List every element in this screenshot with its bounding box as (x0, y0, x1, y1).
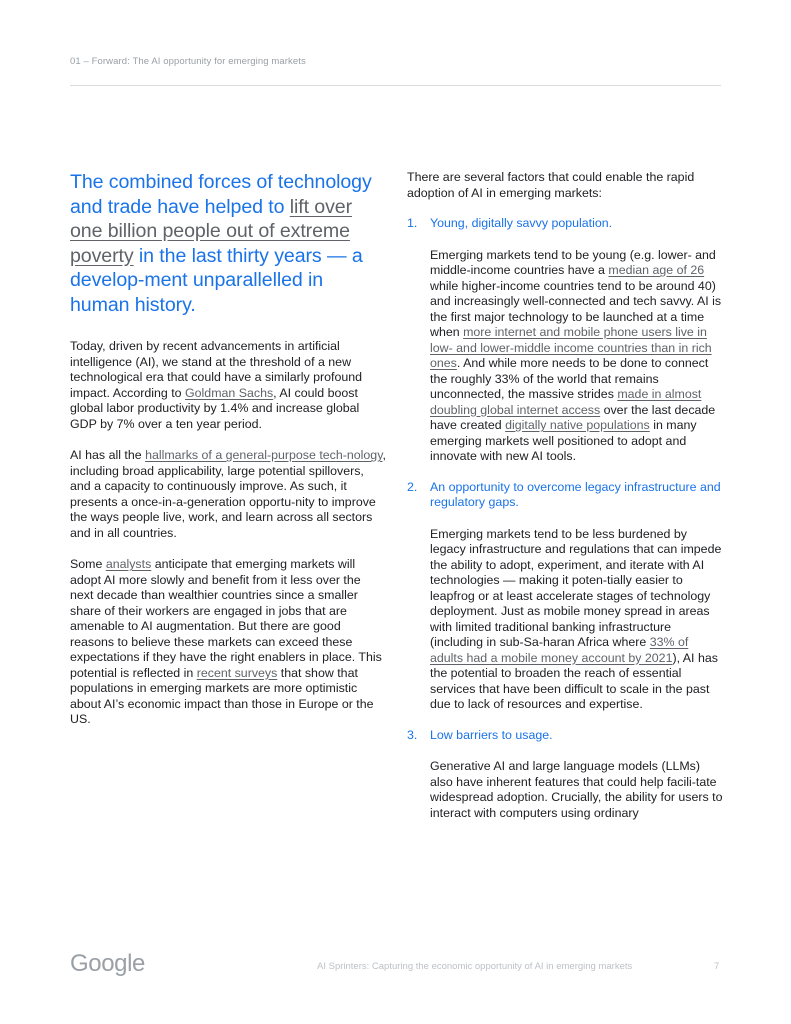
page-number: 7 (714, 961, 720, 972)
list-number: 3. (407, 727, 418, 742)
pull-quote (70, 170, 386, 317)
list-number: 2. (407, 479, 418, 494)
paragraph-text: , AI could boost global labor productivity by 1.4% and increase global GDP by 7% over a ten year period. (70, 385, 360, 431)
list-heading: An opportunity to overcome legacy infrastructure and regulatory gaps. (430, 479, 721, 509)
paragraph-analysts (70, 557, 386, 728)
paragraph-text: , including broad applicability, large potential spillovers, and a capacity to continuously improve. As such, it presents a once-in-a-generation opportu-nity to improve the ways people live, work, and learn across all sectors and in all countries. (70, 448, 386, 540)
paragraph-text: AI has all the (70, 448, 146, 462)
extreme-poverty-link[interactable]: lift over one billion people out of extreme poverty (70, 195, 353, 267)
header-divider (70, 85, 721, 86)
report-title: AI Sprinters: Capturing the economic opportunity of AI in emerging markets (317, 961, 633, 972)
list-body-text: Emerging markets tend to be less burdened by legacy infrastructure and regulations that can impede the ability to adopt, experiment, and iterate with AI technologies — making it poten-tially easier to leapfrog or at least accelerate stages of technology deployment. Just as mobile money spread in areas with limited traditional banking infrastructure (including in sub-Sa-haran Africa where (430, 526, 722, 649)
paragraph-text: anticipate that emerging markets will adopt AI more slowly and benefit from it less over the next decade than wealthier countries since a smaller share of their workers are engaged in jobs that are amenable to AI augmentation. But there are good reasons to believe these markets can exceed these expectations if they have the right enablers in place. This potential is reflected in (70, 557, 382, 680)
list-body-text: in many emerging markets well positioned to adopt and innovate with new AI tools. (430, 418, 697, 463)
list-body-text: over the last decade have created (430, 402, 716, 432)
list-body: Generative AI and large language models (LLMs) also have inherent features that could help facili-tate widespread adoption. Crucially, the ability for users to interact with computers using ordinary (430, 759, 723, 820)
right-column (407, 170, 723, 821)
list-heading: Young, digitally savvy population. (430, 216, 613, 230)
mobile-money-link[interactable]: 33% of adults had a mobile money account by 2021 (430, 635, 689, 665)
analysts-link[interactable]: analysts (105, 557, 152, 571)
paragraph-text: Some (70, 557, 106, 571)
internet-access-link[interactable]: made in almost doubling global internet access (430, 387, 702, 417)
google-logo: Google (70, 950, 145, 977)
list-number: 1. (407, 216, 418, 230)
pull-quote-text-1: The combined forces of technology and trade have helped to (70, 171, 372, 218)
paragraph-text: that show that populations in emerging markets are more optimistic about AI’s economic impact than those in Europe or the US. (70, 665, 374, 726)
list-body (430, 527, 723, 713)
paragraph-text: Today, driven by recent advancements in artificial intelligence (AI), we stand at the threshold of a new technological era that could have a similarly profound impact. According to (70, 339, 363, 400)
section-breadcrumb: 01 – Forward: The AI opportunity for emerging markets (70, 56, 306, 67)
list-item-legacy-infrastructure (407, 480, 723, 713)
list-body-text: while higher-income countries tend to be around 40) and increasingly well-connected and tech savvy. AI is the first major technology to be launched at a time when (430, 278, 722, 339)
list-body (430, 248, 723, 465)
list-body-text: ), AI has the potential to broaden the reach of essential services that have been difficult to scale in the past due to lack of resources and expertise. (430, 650, 718, 711)
internet-users-link[interactable]: more internet and mobile phone users live in low- and lower-middle income countries than in rich ones (430, 325, 712, 370)
left-column (70, 170, 386, 728)
paragraph-general-purpose (70, 448, 386, 541)
list-heading: Low barriers to usage. (430, 727, 553, 742)
digitally-native-link[interactable]: digitally native populations (505, 418, 650, 432)
list-body-text: Emerging markets tend to be young (e.g. lower- and middle-income countries have a (430, 247, 716, 277)
list-item-low-barriers (407, 728, 723, 822)
list-item-young-population (407, 216, 723, 465)
factors-intro: There are several factors that could enable the rapid adoption of AI in emerging markets: (407, 170, 695, 200)
pull-quote-text-2: in the last thirty years — a develop-ment unparallelled in human history. (70, 244, 363, 316)
recent-surveys-link[interactable]: recent surveys (196, 665, 278, 680)
list-body-text: . And while more needs to be done to connect the roughly 33% of the world that remains unconnected, the massive strides (430, 356, 709, 401)
median-age-link[interactable]: median age of 26 (608, 263, 705, 277)
paragraph-goldman (70, 339, 386, 432)
goldman-sachs-link[interactable]: Goldman Sachs (185, 385, 274, 400)
general-purpose-technology-link[interactable]: hallmarks of a general-purpose tech-nology (145, 448, 383, 462)
